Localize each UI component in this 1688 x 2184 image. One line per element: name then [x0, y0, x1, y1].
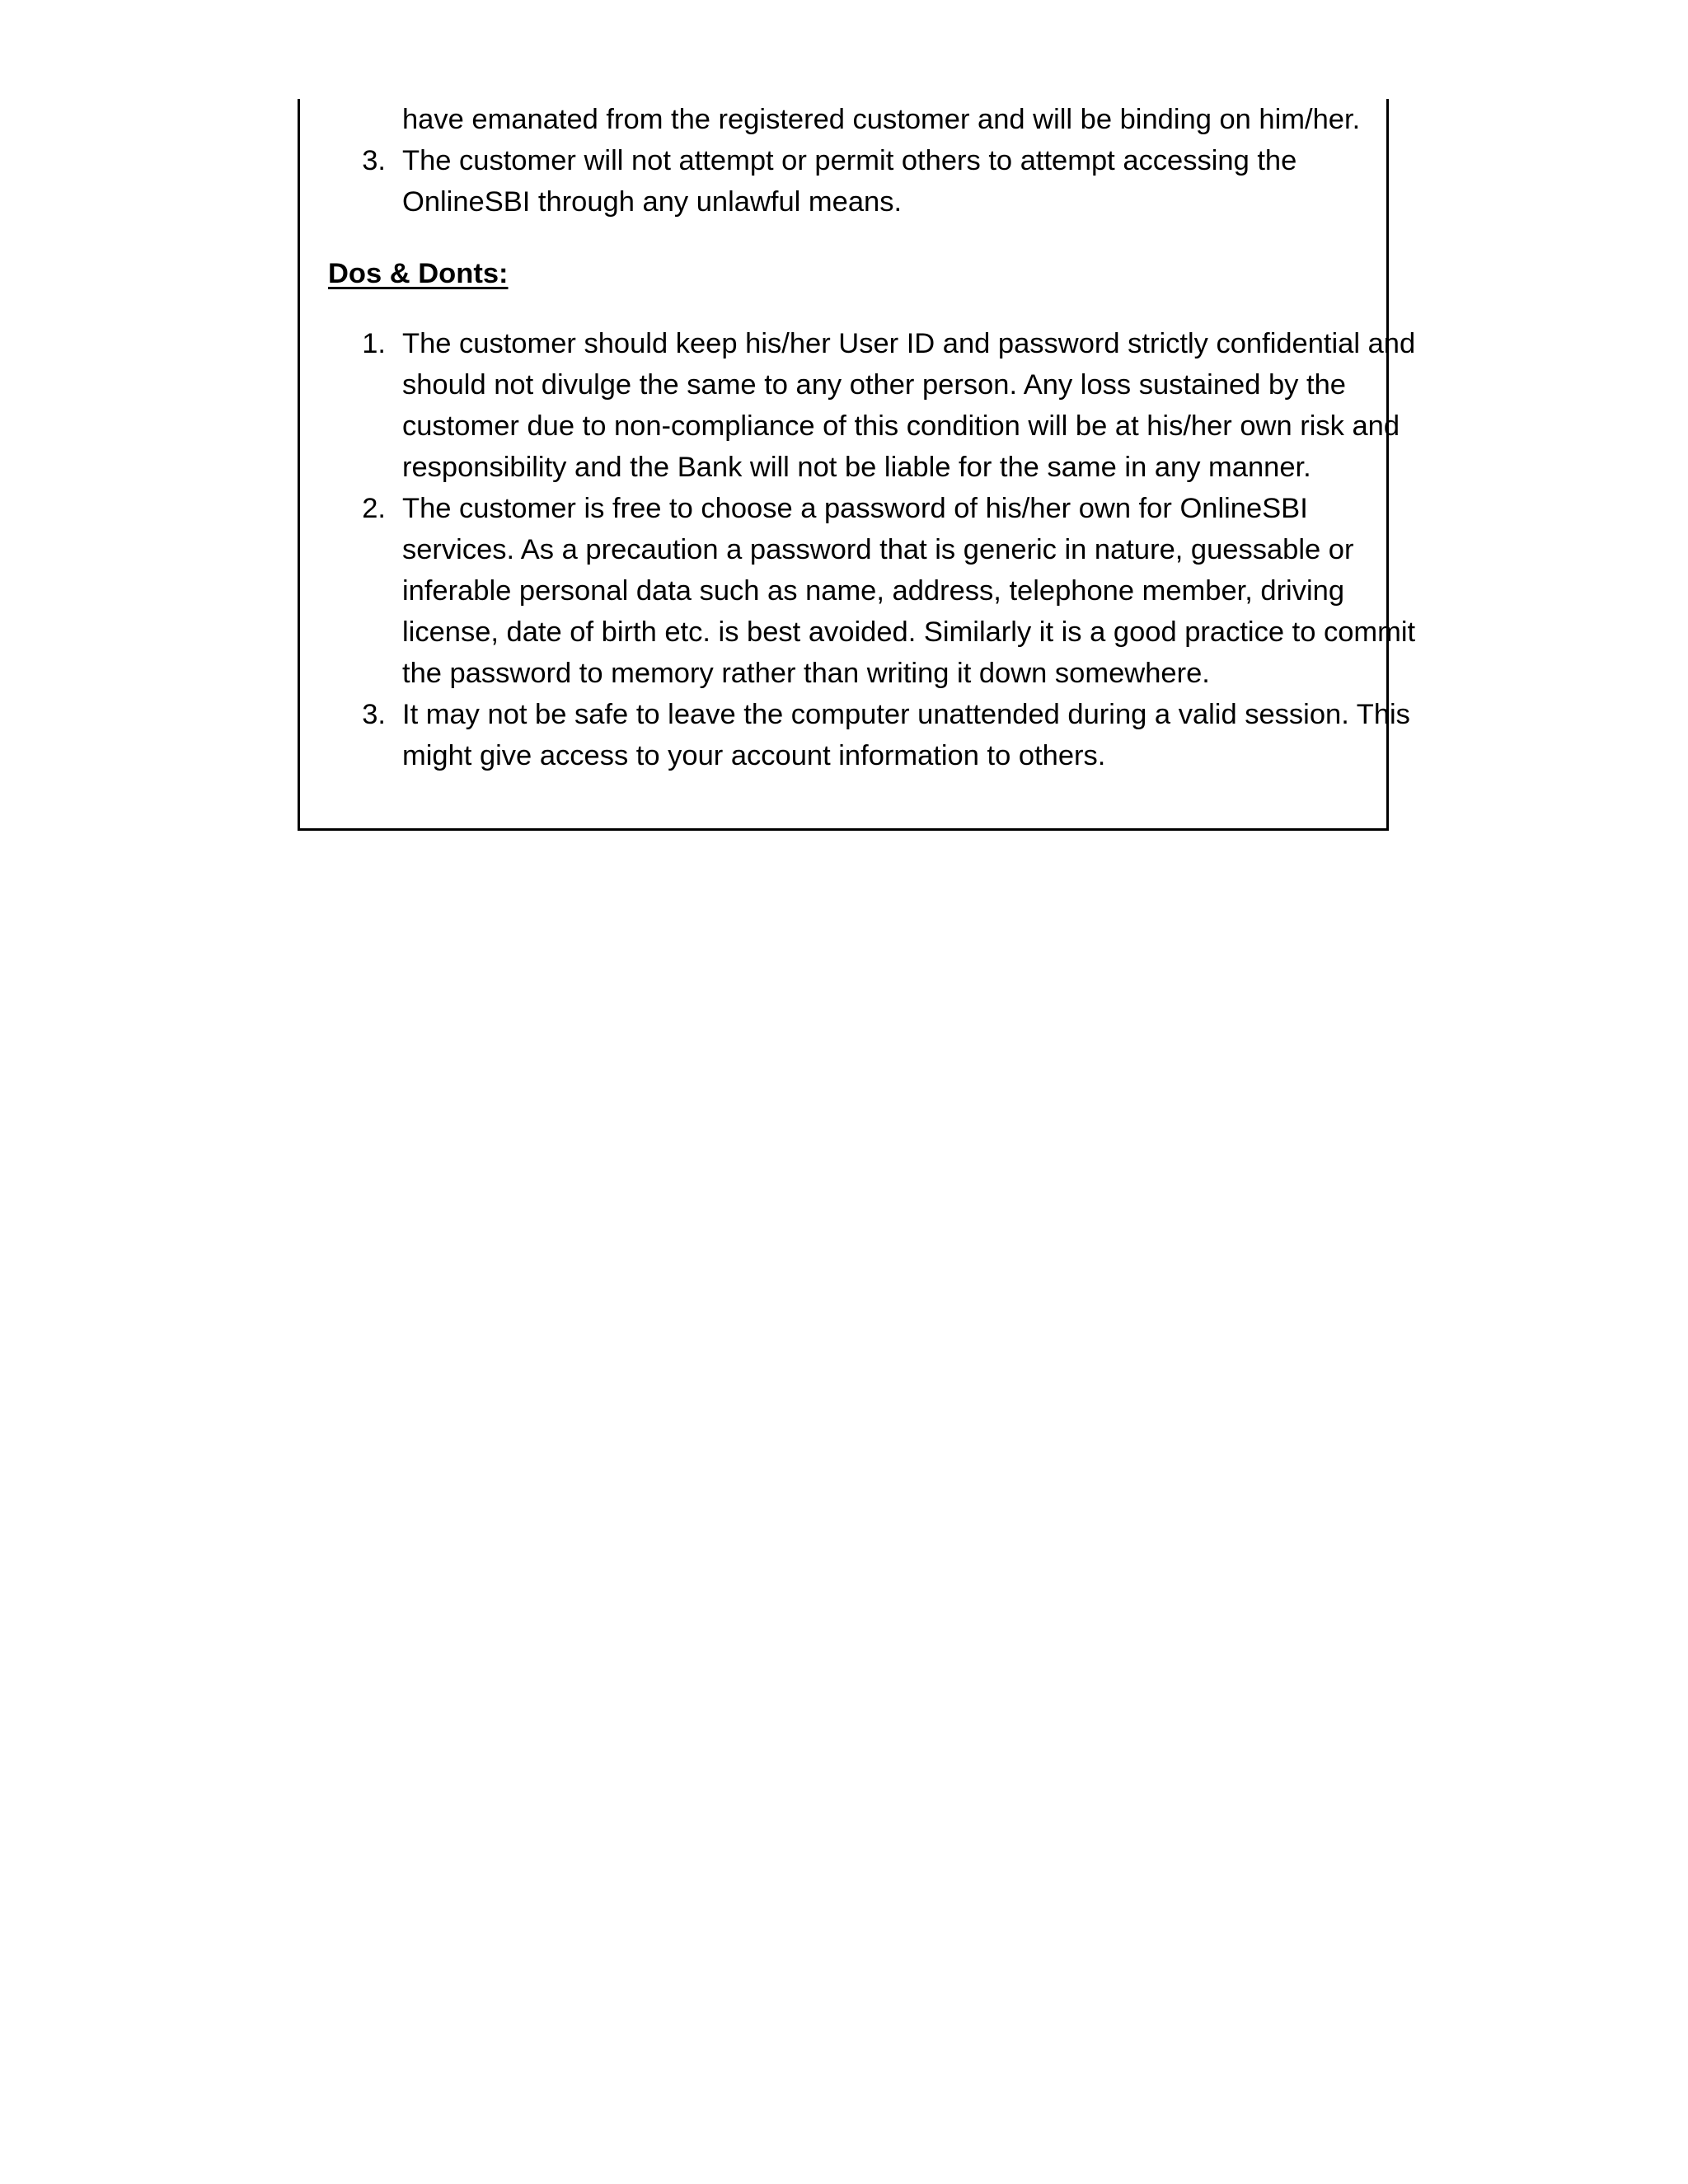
dos-donts-heading: Dos & Donts:: [328, 258, 509, 289]
list-item-line: OnlineSBI through any unlawful means.: [402, 186, 903, 218]
list-item-line: license, date of birth etc. is best avoided. Similarly it is a good practice to commit: [402, 616, 1416, 648]
list-item-line: might give access to your account information to others.: [402, 740, 1106, 771]
list-item-number: 2.: [362, 493, 386, 524]
list-item-line: inferable personal data such as name, address, telephone member, driving: [402, 575, 1345, 607]
list-item-line: the password to memory rather than writing it down somewhere.: [402, 658, 1210, 689]
list-item-number: 3.: [362, 699, 386, 730]
list-item-line: services. As a precaution a password that is generic in nature, guessable or: [402, 534, 1354, 565]
list-item-line: The customer will not attempt or permit others to attempt accessing the: [402, 145, 1297, 176]
list-item-line: The customer should keep his/her User ID and password strictly confidential and: [402, 328, 1416, 359]
list-item-line: The customer is free to choose a password of his/her own for OnlineSBI: [402, 493, 1308, 524]
list-item-number: 3.: [362, 145, 386, 176]
list-item-line: customer due to non-compliance of this condition will be at his/her own risk and: [402, 410, 1400, 442]
list-item-line: It may not be safe to leave the computer unattended during a valid session. This: [402, 699, 1410, 730]
list-item-continued-line: have emanated from the registered customer and will be binding on him/her.: [402, 104, 1361, 135]
list-item-line: responsibility and the Bank will not be liable for the same in any manner.: [402, 452, 1311, 483]
list-item-number: 1.: [362, 328, 386, 359]
list-item-line: should not divulge the same to any other person. Any loss sustained by the: [402, 369, 1346, 401]
